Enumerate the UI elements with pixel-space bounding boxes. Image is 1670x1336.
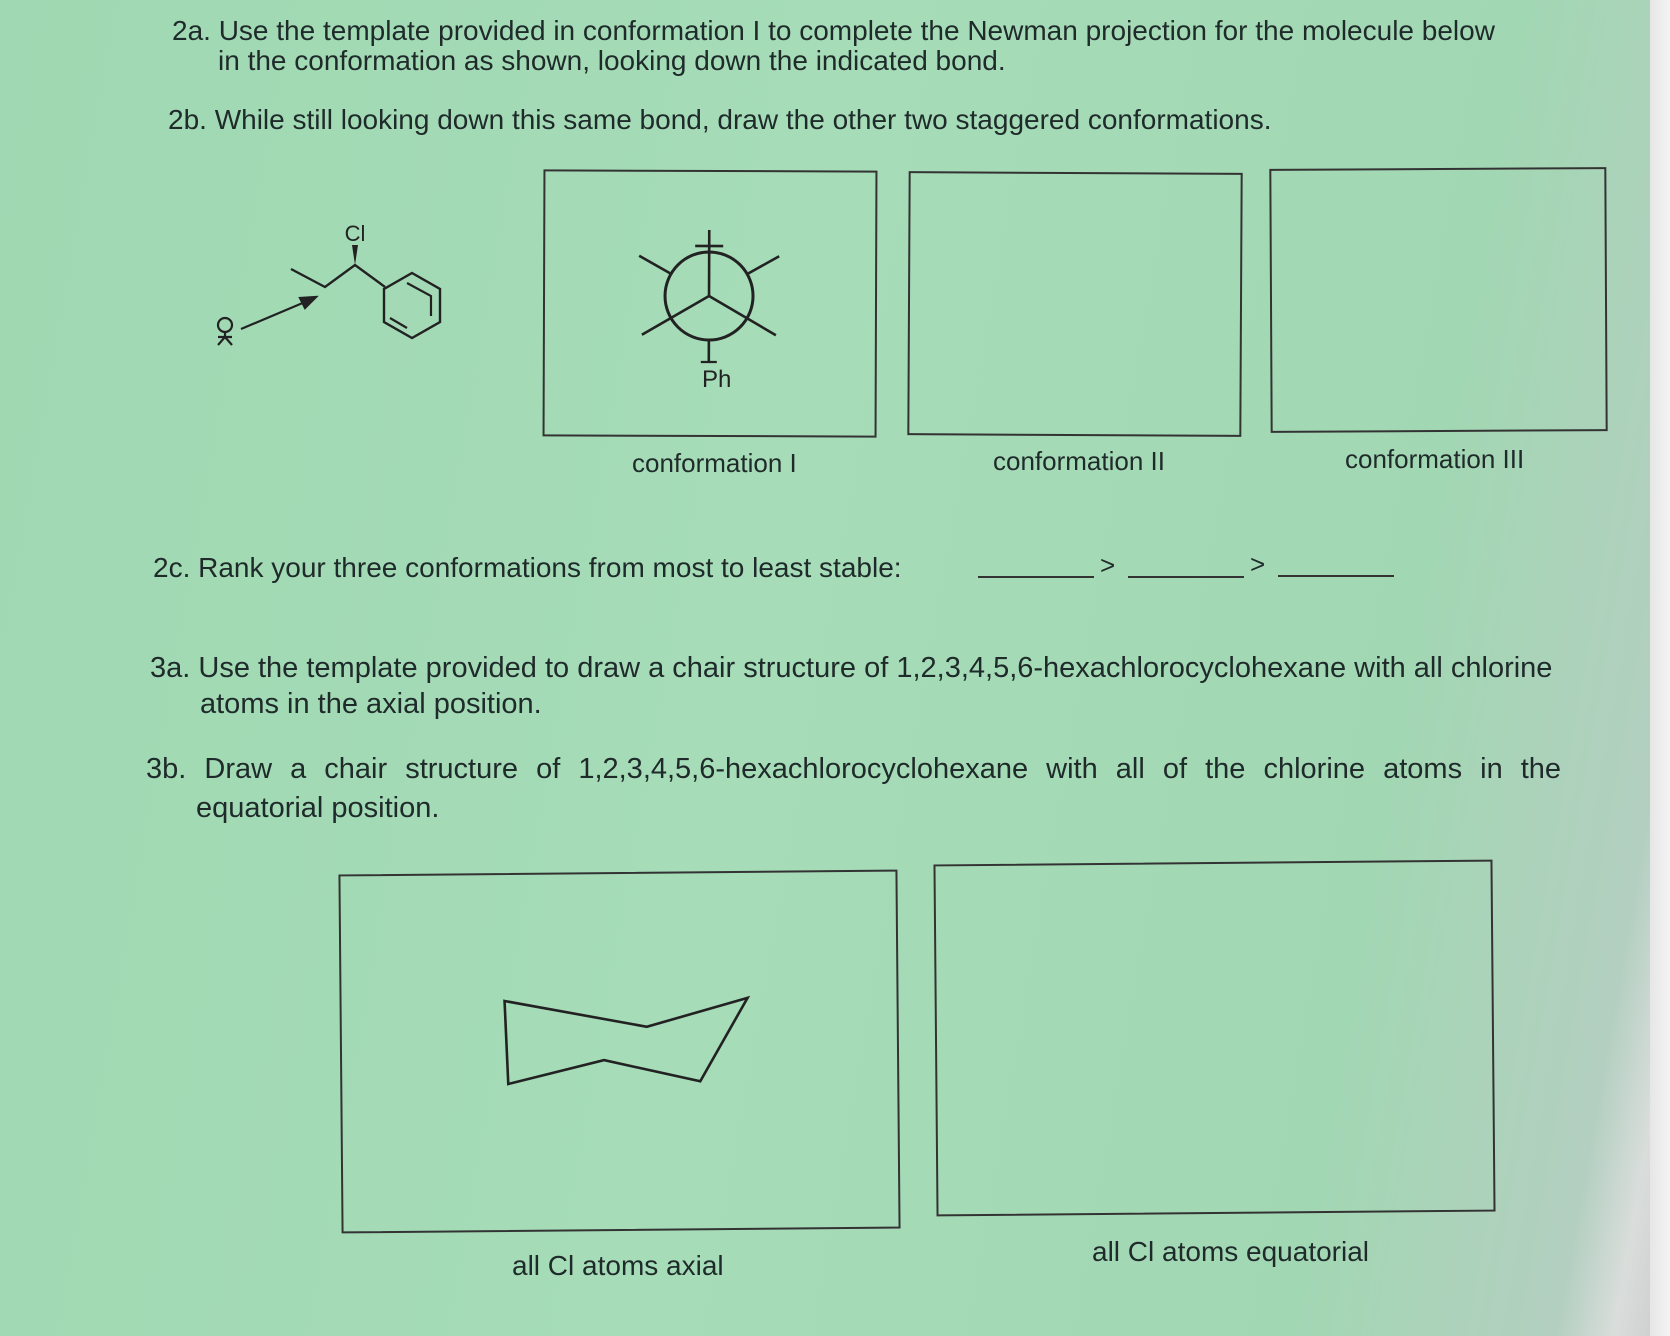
conformation-1-label: conformation I [632,448,797,478]
rank-blank-3[interactable] [1278,575,1394,577]
page-edge [1650,0,1670,1336]
rank-blank-1[interactable] [978,576,1094,578]
q3a-line2: atoms in the axial position. [200,688,542,720]
q2c-text: 2c. Rank your three conformations from most to least stable: [153,552,902,583]
axial-caption: all Cl atoms axial [512,1250,724,1281]
chair-equatorial-box[interactable] [933,860,1495,1217]
q3b-line2: equatorial position. [196,792,440,824]
q2a-line2: in the conformation as shown, looking down the indicated bond. [218,45,1006,76]
chair-template [340,872,898,1232]
view-arrow-icon [241,297,316,329]
equatorial-caption: all Cl atoms equatorial [1092,1236,1370,1267]
phenyl-label: Ph [702,365,732,394]
conformation-2-box[interactable] [907,171,1242,437]
rank-separator-1: > [1100,550,1116,580]
q3b-line1: 3b. Draw a chair structure of 1,2,3,4,5,6-hexachlorocyclohexane with all of the chlorine atoms in the [146,753,1562,785]
rank-blank-2[interactable] [1128,576,1244,578]
eye-icon [218,318,232,345]
conformation-2-label: conformation II [993,446,1165,476]
q3a-line1: 3a. Use the template provided to draw a chair structure of 1,2,3,4,5,6-hexachlorocyclohexane with all chlorine [150,652,1553,684]
conformation-1-box[interactable] [543,169,878,437]
rank-separator-2: > [1250,549,1266,579]
q2b-text: 2b. While still looking down this same bond, draw the other two staggered conformations. [168,104,1272,135]
q2a-line1: 2a. Use the template provided in conformation I to complete the Newman projection for the molecule below [172,15,1495,46]
chair-axial-box[interactable] [338,870,900,1234]
conformation-3-box[interactable] [1269,167,1607,433]
newman-projection-template [545,171,876,435]
conformation-3-label: conformation III [1345,444,1525,474]
chlorine-label: Cl [344,221,366,246]
molecule-structure [205,221,485,375]
